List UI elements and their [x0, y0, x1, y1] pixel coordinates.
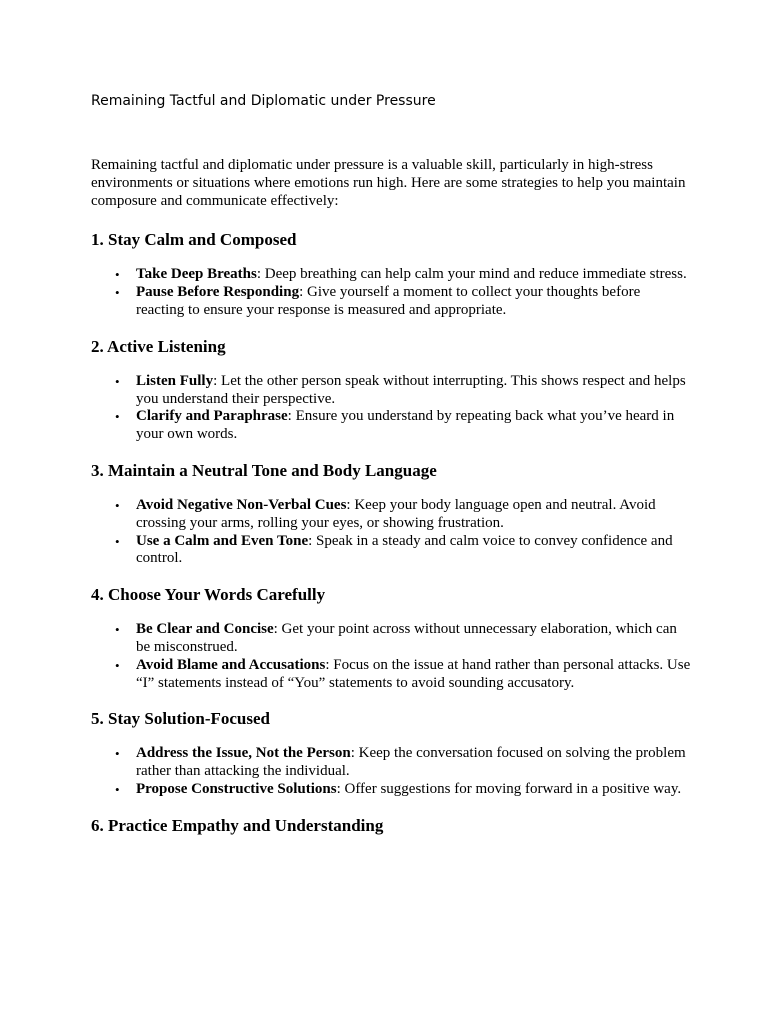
bullet-list — [91, 373, 691, 444]
section-heading: 2. Active Listening — [91, 336, 226, 356]
section-heading: 4. Choose Your Words Carefully — [91, 585, 326, 605]
list-item — [115, 408, 691, 444]
list-item — [115, 372, 691, 409]
item-text: : Get your point across without unnecessary elaboration, which can be misconstrued. — [136, 621, 677, 655]
bullet-list — [91, 497, 691, 568]
item-term: Avoid Negative Non-Verbal Cues — [136, 496, 347, 513]
bullet-icon: • — [115, 781, 120, 797]
list-item — [115, 656, 691, 693]
document-title: Remaining Tactful and Diplomatic under Pressure — [91, 93, 436, 109]
bullet-icon: • — [115, 622, 120, 638]
list-item — [115, 532, 691, 569]
list-item — [115, 621, 691, 657]
item-term: Clarify and Paraphrase — [136, 408, 288, 425]
item-term: Address the Issue, Not the Person — [136, 745, 351, 762]
item-term: Be Clear and Concise — [136, 621, 274, 638]
item-term: Listen Fully — [136, 372, 214, 389]
item-term: Use a Calm and Even Tone — [136, 532, 309, 549]
item-text: : Focus on the issue at hand rather than personal attacks. Use “I” statements instead of “You” statements to avoid sounding accusatory. — [136, 656, 691, 691]
bullet-icon: • — [115, 746, 120, 762]
item-term: Avoid Blame and Accusations — [136, 656, 326, 673]
list-item — [115, 745, 691, 781]
item-text: : Keep your body language open and neutral. Avoid crossing your arms, rolling your eyes, or showing frustration. — [136, 496, 656, 531]
bullet-icon: • — [115, 497, 120, 513]
section-heading: 1. Stay Calm and Composed — [91, 230, 297, 250]
item-text: : Let the other person speak without interrupting. This shows respect and helps you understand their perspective. — [136, 372, 686, 407]
item-term: Take Deep Breaths — [136, 266, 257, 283]
item-text: : Offer suggestions for moving forward in a positive way. — [336, 780, 682, 797]
section-heading: 6. Practice Empathy and Understanding — [91, 815, 384, 835]
bullet-list — [91, 745, 691, 798]
list-item — [115, 266, 691, 284]
bullet-icon: • — [115, 373, 120, 389]
bullet-icon: • — [115, 409, 120, 425]
item-text: : Ensure you understand by repeating back what you’ve heard in your own words. — [136, 408, 675, 443]
section-heading: 3. Maintain a Neutral Tone and Body Language — [91, 460, 437, 480]
bullet-list — [91, 266, 691, 319]
item-term: Pause Before Responding — [136, 284, 300, 301]
item-text: : Keep the conversation focused on solving the problem rather than attacking the individual. — [136, 745, 686, 780]
list-item — [115, 284, 691, 320]
item-text: : Speak in a steady and calm voice to convey confidence and control. — [136, 532, 673, 567]
bullet-icon: • — [115, 267, 120, 283]
list-item — [115, 780, 691, 799]
item-text: : Deep breathing can help calm your mind and reduce immediate stress. — [256, 266, 687, 283]
bullet-icon: • — [115, 657, 120, 673]
bullet-icon: • — [115, 533, 120, 549]
intro-paragraph: Remaining tactful and diplomatic under pressure is a valuable skill, particularly in high-stress environments or situations where emotions run high. Here are some strategies to help you maintain composure and communicate effectively: — [91, 157, 686, 209]
item-text: : Give yourself a moment to collect your thoughts before reacting to ensure your response is measured and appropriate. — [136, 284, 641, 318]
bullet-list — [91, 621, 691, 692]
bullet-icon: • — [115, 285, 120, 301]
document-body — [91, 157, 691, 837]
item-term: Propose Constructive Solutions — [136, 780, 337, 797]
section-heading: 5. Stay Solution-Focused — [91, 709, 270, 729]
list-item — [115, 496, 691, 533]
